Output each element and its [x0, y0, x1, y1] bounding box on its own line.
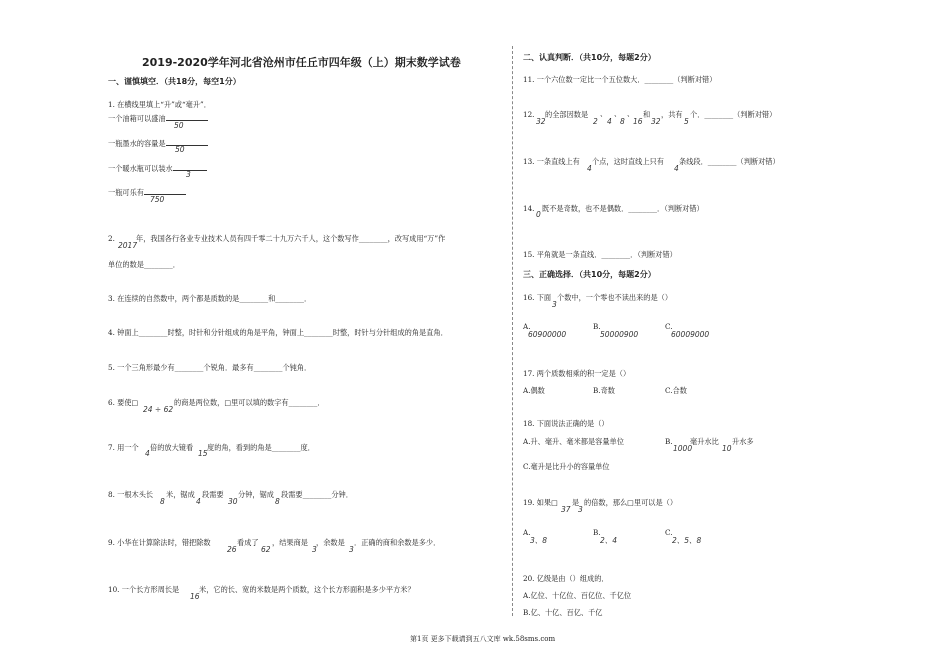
- question-1a-number: 50: [174, 121, 184, 130]
- question-8-n1: 8: [160, 497, 165, 506]
- question-12-sep3: 、: [627, 109, 635, 118]
- question-13-n2: 4: [674, 164, 679, 173]
- question-9-part1: 9. 小华在计算除法时，错把除数: [108, 538, 211, 547]
- question-16-option-b-value: 50000900: [600, 330, 639, 339]
- question-10-n1: 16: [190, 592, 200, 601]
- section-two-heading: 二、认真判断．（共10分，每题2分）: [523, 53, 656, 62]
- question-20-option-a[interactable]: A.亿位、十亿位、百亿位、千亿位: [523, 591, 632, 600]
- question-9-part3: ，结果商是: [272, 538, 308, 547]
- question-1d: 一瓶可乐有: [108, 188, 186, 198]
- question-18-option-b-n1: 1000: [673, 444, 693, 453]
- question-17-stem: 17. 两个质数相乘的积一定是（）: [523, 369, 631, 378]
- question-9-part4: ，余数是: [316, 538, 345, 547]
- question-16-option-a-label[interactable]: A.: [523, 322, 531, 331]
- question-17-option-a[interactable]: A.偶数: [523, 386, 545, 395]
- question-9-n3: 3: [312, 545, 317, 554]
- question-14-part2: 既不是奇数，也不是偶数．________．（判断对错）: [542, 204, 704, 213]
- question-19-option-b-value: 2、4: [600, 536, 618, 545]
- page-footer: 第1页 更多下载请到五八文库 wk.58sms.com: [410, 635, 556, 643]
- question-12-part3: 和: [643, 110, 651, 119]
- question-3: 3. 在连续的自然数中，两个都是质数的是________和________．: [108, 294, 312, 303]
- question-16-option-c-label[interactable]: C.: [665, 322, 673, 331]
- question-8-n3: 30: [228, 497, 238, 506]
- question-7-n1: 4: [145, 449, 150, 458]
- question-12-part5: 个．________（判断对错）: [690, 110, 777, 119]
- question-7-part2: 倍的放大镜看: [150, 443, 194, 452]
- question-9-n1: 26: [227, 545, 237, 554]
- question-19-part1: 19. 如果□: [523, 498, 558, 507]
- question-9-n2: 62: [261, 545, 271, 554]
- question-10-part2: 米，它的长、宽的米数是两个质数，这个长方形面积是多少平方米？: [199, 585, 415, 594]
- question-1b-number: 50: [175, 145, 185, 154]
- section-three-heading: 三、正确选择．（共10分，每题2分）: [523, 270, 656, 279]
- question-12-part2: 的全部因数是: [545, 110, 589, 119]
- question-19-option-a-value: 3、8: [530, 536, 548, 545]
- question-12-part1: 12.: [523, 110, 535, 119]
- question-5: 5. 一个三角形最少有________个锐角．最多有________个钝角．: [108, 363, 312, 372]
- question-4: 4. 钟面上________时整，时针和分针组成的角是平角，钟面上________时整，时针与分针组成的角是直角．: [108, 328, 448, 337]
- question-7-n2: 15: [198, 449, 208, 458]
- question-19-n2: 3: [578, 505, 583, 514]
- question-12-n6: 5: [684, 117, 689, 126]
- question-1d-number: 750: [150, 195, 165, 204]
- section-one-heading: 一、谨慎填空．（共18分，每空1分）: [108, 77, 241, 86]
- question-2-line1: 年，我国各行各业专业技术人员有四千零二十九万六千人，这个数写作________，改写成用“万”作: [136, 234, 446, 243]
- question-19-option-c-label[interactable]: C.: [665, 528, 673, 537]
- question-1a: 一个油箱可以盛油: [108, 114, 208, 124]
- question-8-part3: 段需要: [202, 490, 224, 499]
- question-19-n1: 37: [561, 505, 571, 514]
- question-8-n4: 8: [275, 497, 280, 506]
- question-9-part2: 看成了: [237, 538, 259, 547]
- question-14-part1: 14.: [523, 204, 535, 213]
- question-8-part2: 米，锯成: [166, 490, 195, 499]
- question-14-n1: 0: [536, 210, 541, 219]
- question-19-part3: 的倍数，那么□里可以是（）: [584, 498, 678, 507]
- question-18-option-b-t1: 毫升水比: [690, 437, 719, 446]
- question-18-option-c[interactable]: C.毫升是比升小的容量单位: [523, 462, 610, 471]
- question-19-part2: 是: [572, 498, 580, 507]
- question-12-n0: 32: [536, 117, 546, 126]
- question-15: 15. 平角就是一条直线．________．（判断对错）: [523, 250, 677, 259]
- question-6-start: 6. 要使□: [108, 398, 139, 407]
- question-11: 11. 一个六位数一定比一个五位数大．________（判断对错）: [523, 75, 717, 84]
- question-17-option-c[interactable]: C.合数: [665, 386, 687, 395]
- exam-title: 2019-2020学年河北省沧州市任丘市四年级（上）期末数学试卷: [142, 56, 461, 69]
- question-20-stem: 20. 亿级是由（）组成的．: [523, 574, 609, 583]
- question-12-n2: 4: [607, 117, 612, 126]
- question-19-option-b-label[interactable]: B.: [593, 528, 601, 537]
- question-8-part5: 段需要________分钟．: [281, 490, 353, 499]
- question-12-n3: 8: [620, 117, 625, 126]
- question-18-option-b-t2: 升水多: [732, 437, 754, 446]
- question-2-year: 2017: [118, 241, 138, 250]
- question-8-part1: 8. 一根木头长: [108, 490, 154, 499]
- question-9-part5: ．正确的商和余数是多少．: [354, 538, 441, 547]
- question-16-option-b-label[interactable]: B.: [593, 322, 601, 331]
- question-12-n4: 16: [633, 117, 643, 126]
- question-1b: 一瓶墨水的容量是: [108, 139, 208, 149]
- question-2-number-label: 2.: [108, 234, 115, 243]
- question-12-n5: 32: [651, 117, 661, 126]
- question-8-part4: 分钟，锯成: [238, 490, 274, 499]
- question-16-option-c-value: 60009000: [671, 330, 710, 339]
- question-7-part1: 7. 用一个: [108, 443, 139, 452]
- question-8-n2: 4: [196, 497, 201, 506]
- question-20-option-b[interactable]: B.亿、十亿、百亿、千亿: [523, 608, 603, 617]
- question-10-part1: 10. 一个长方形周长是: [108, 585, 180, 594]
- question-13-part2: 个点，这时直线上只有: [592, 157, 664, 166]
- question-19-option-a-label[interactable]: A.: [523, 528, 531, 537]
- question-9-n4: 3: [349, 545, 354, 554]
- question-16-part1: 16. 下面: [523, 293, 552, 302]
- question-16-option-a-value: 60900000: [528, 330, 567, 339]
- question-6-expression: 24 ÷ 62: [143, 405, 174, 414]
- question-13-part1: 13. 一条直线上有: [523, 157, 580, 166]
- question-6-end: 的商是两位数，□里可以填的数字有________．: [174, 398, 325, 407]
- question-18-option-b-n2: 10: [722, 444, 732, 453]
- question-16-n1: 3: [552, 300, 557, 309]
- question-19-option-c-value: 2、5、8: [672, 536, 702, 545]
- question-18-option-a[interactable]: A.升、毫升、毫米都是容量单位: [523, 437, 624, 446]
- question-13-n1: 4: [587, 164, 592, 173]
- question-2-line2: 单位的数是________．: [108, 260, 180, 269]
- question-1c-number: 3: [186, 170, 191, 179]
- question-12-part4: ，共有: [661, 110, 683, 119]
- question-18-option-b-label[interactable]: B.: [665, 437, 673, 446]
- question-1-stem: 1. 在横线里填上“升”或“毫升”．: [108, 100, 211, 109]
- column-divider: [512, 46, 513, 616]
- question-12-n1: 2: [593, 117, 598, 126]
- question-16-part2: 个数中，一个零也不读出来的是（）: [557, 293, 673, 302]
- question-18-stem: 18. 下面说法正确的是（）: [523, 419, 609, 428]
- question-17-option-b[interactable]: B.奇数: [593, 386, 615, 395]
- question-1c: 一个暖水瓶可以装水: [108, 164, 207, 174]
- question-12-sep1: 、: [600, 109, 608, 118]
- question-7-part3: 度的角，看到的角是________度．: [207, 443, 315, 452]
- question-12-sep2: 、: [614, 109, 622, 118]
- question-13-part3: 条线段．________（判断对错）: [679, 157, 780, 166]
